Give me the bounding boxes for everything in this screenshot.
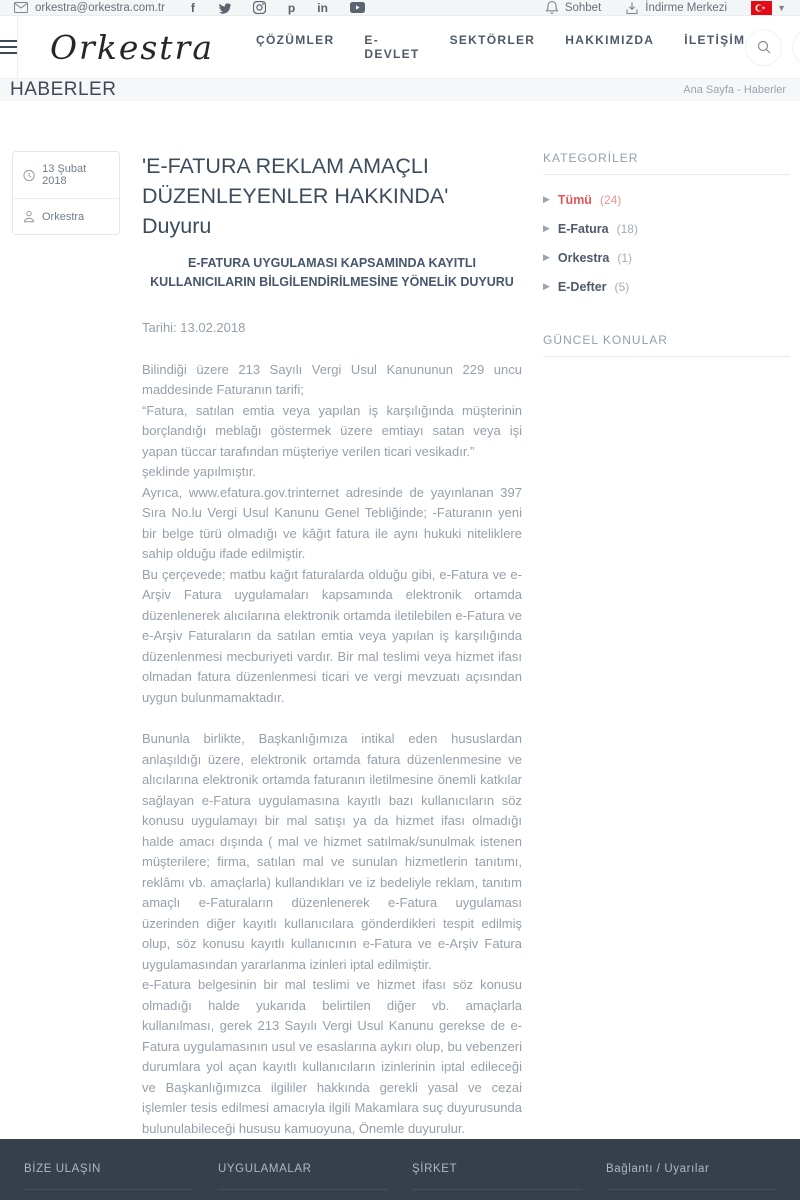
category-count: (5) [614,279,630,294]
search-icon [756,39,772,55]
chevron-down-icon: ▼ [777,2,786,13]
article-paragraph: “Fatura, satılan emtia veya yapılan iş karşılığında müşterinin borçlandığı meblağı göstermek üzere emtiayı satan veya işi yapan tüccar tarafından müşteriye verilen ticari vesikadır.” [142,402,522,459]
category-count: (24) [599,192,622,207]
divider [543,356,790,357]
page-banner [0,79,800,101]
article-author [13,198,119,234]
author-icon [23,210,35,223]
site-logo[interactable]: Orkestra [50,27,215,67]
clock-icon [23,169,35,182]
chevron-right-icon: ▶ [543,252,550,262]
topics-section [543,333,790,357]
chevron-right-icon: ▶ [543,194,550,204]
contact-email[interactable] [14,2,165,14]
category-tumu[interactable] [543,185,790,214]
download-icon [625,1,639,15]
download-label: İndirme Merkezi [645,1,728,14]
main-content [0,101,800,1139]
main-nav [256,33,745,61]
footer-heading: UYGULAMALAR [218,1163,388,1190]
email-text: orkestra@orkestra.com.tr [35,1,165,14]
category-label: Orkestra [557,250,610,265]
chevron-right-icon: ▶ [543,281,550,291]
breadcrumb-separator: - [737,84,741,96]
nav-sektorler[interactable]: SEKTÖRLER [449,33,536,47]
article-paragraph: şeklinde yapılmıştır. [142,464,257,479]
article-date-text: 13 Şubat 2018 [42,163,87,187]
article-paragraph: Bununla birlikte, Başkanlığımıza intikal eden hususlardan anlaşıldığı üzere, elektronik ortamda fatura düzenlenmesine ve alıcılarına elektronik ortamda faturanın iletilmesine önemli katkılar sağlayan e-Fatura uygulamasına kayıtlı bazı kullanıcıların söz konusu uygulamayı bir mal satışı ya da hizmet ifası olmadığı halde amacı dışında ( mal ve hizmet satılmak/sunulmak istenen müşterilere; firma, satılan mal ve sunulan hizmetlerin tanıtımı, reklâmı vb. amaçlarla) kullandıkları ve iz bedeliyle reklam, tanıtım amaçlı e-Faturaların düzenlenerek e-Fatura uygulaması üzerinden diğer kayıtlı kullanıcılara gönderdikleri tespit edilmiş olup, söz konusu kayıtlı kullanıcının e-Fatura ve e-Arşiv Fatura uygulamasından yararlanma izinleri iptal edilmiştir. [142,731,522,972]
article-date [13,152,119,198]
footer [0,1139,800,1200]
article-subtitle: E-FATURA UYGULAMASI KAPSAMINDA KAYITLI KULLANICILARIN BİLGİLENDİRİLMESİNE YÖNELİK DUYURU [150,256,514,289]
category-orkestra[interactable] [543,243,790,272]
category-count: (18) [616,221,638,236]
nav-hakkimizda[interactable]: HAKKIMIZDA [565,33,655,47]
nav-cozumler[interactable]: ÇÖZÜMLER [256,33,335,47]
breadcrumb-current: Haberler [743,84,786,96]
twitter-icon[interactable] [217,2,231,14]
language-selector[interactable] [751,1,786,15]
chat-link[interactable] [545,0,601,15]
bell-icon [545,0,559,15]
instagram-icon[interactable] [253,1,266,14]
nav-iletisim[interactable]: İLETİŞİM [684,33,746,47]
article-meta-box [12,151,120,235]
envelope-icon [14,2,28,13]
footer-heading: ŞİRKET [412,1163,582,1190]
article-title: 'E-FATURA REKLAM AMAÇLI DÜZENLEYENLER HAKKINDA' Duyuru [142,154,449,238]
chat-label: Sohbet [564,1,602,14]
header-actions [745,29,800,66]
article-paragraph: Bu çerçevede; matbu kağıt faturalarda olduğu gibi, e-Fatura ve e-Arşiv Fatura uygulamaları kapsamında elektronik ortamda düzenlenerek alıcılarına elektronik ortamda iletilebilen e-Fatura ve e-Arşiv Faturaların da satılan emtia veya yapılan iş karşılığında düzenlenmesi mecburiyeti vardır. Bir mal teslimi veya hizmet ifası olmadan fatura düzenlenmesi ticari ve vergi mevzuatı açısından uygun bulunmamaktadır. [142,566,522,705]
category-count: (1) [617,250,633,265]
social-links [191,1,365,14]
menu-button[interactable] [0,16,18,79]
footer-heading: BİZE ULAŞIN [24,1163,194,1190]
page-title: HABERLER [10,79,117,100]
article [142,151,522,1139]
youtube-icon[interactable] [350,2,365,13]
topbar-right [545,0,786,15]
turkish-flag-icon [751,1,772,15]
sidebar [543,151,790,1139]
category-label: E-Defter [557,279,607,294]
article-paragraph: e-Fatura belgesinin bir mal teslimi ve hizmet ifası söz konusu olmadığı halde yukarıda belirtilen diğer vb. amaçlarla kullanılması, gerek 213 Sayılı Vergi Usul Kanunu gerekse de e-Fatura uygulamasının usul ve esaslarına aykırı olup, bu vebenzeri durumlara yol açan kayıtlı kullanıcıların izinlerinin iptal edileceği ve Başkanlığımızca ilgililer hakkında gerekli yasal ve cezai işlemler tesis edilmesi amacıyla ilgili Makamlara suç duyurusunda bulunulabileceği hususu kamuoyuna, Önemle duyurulur. [142,977,522,1136]
article-paragraph: Ayrıca, www.efatura.gov.trinternet adresinde de yayınlanan 397 Sıra No.lu Vergi Usul Kanunu Genel Tebliğinde; -Faturanın yeni bir belge türü olmadığı ve kâğıt fatura ile aynı hukuki niteliklere sahip olduğu ifade edilmiştir. [142,484,522,561]
divider [543,174,790,175]
categories-list [543,185,790,301]
site-header [0,16,800,79]
category-label: Tümü [557,192,592,207]
categories-title: KATEGORİLER [543,151,639,165]
footer-col-links [606,1163,776,1200]
category-e-fatura[interactable] [543,214,790,243]
breadcrumb [683,84,786,96]
search-button[interactable] [745,29,782,66]
category-label: E-Fatura [557,221,609,236]
account-button[interactable] [792,29,800,66]
footer-col-apps [218,1163,388,1200]
article-paragraph: Bilindiği üzere 213 Sayılı Vergi Usul Kanununun 229 uncu maddesinde Faturanın tarifi; [142,361,522,397]
download-center-link[interactable] [625,1,727,15]
category-e-defter[interactable] [543,272,790,301]
chevron-right-icon: ▶ [543,223,550,233]
footer-heading: Bağlantı / Uyarılar [606,1163,776,1190]
footer-col-company [412,1163,582,1200]
footer-col-contact [24,1163,194,1200]
nav-e-devlet[interactable]: E-DEVLET [364,33,420,61]
breadcrumb-home[interactable]: Ana Sayfa [683,84,735,96]
article-date-line: Tarihi: 13.02.2018 [142,320,246,335]
topics-title: GÜNCEL KONULAR [543,333,668,347]
top-bar [0,0,800,16]
article-author-text: Orkestra [42,210,85,223]
facebook-icon[interactable]: f [190,0,195,15]
linkedin-icon[interactable]: in [317,0,328,15]
pinterest-icon[interactable]: p [287,0,296,15]
